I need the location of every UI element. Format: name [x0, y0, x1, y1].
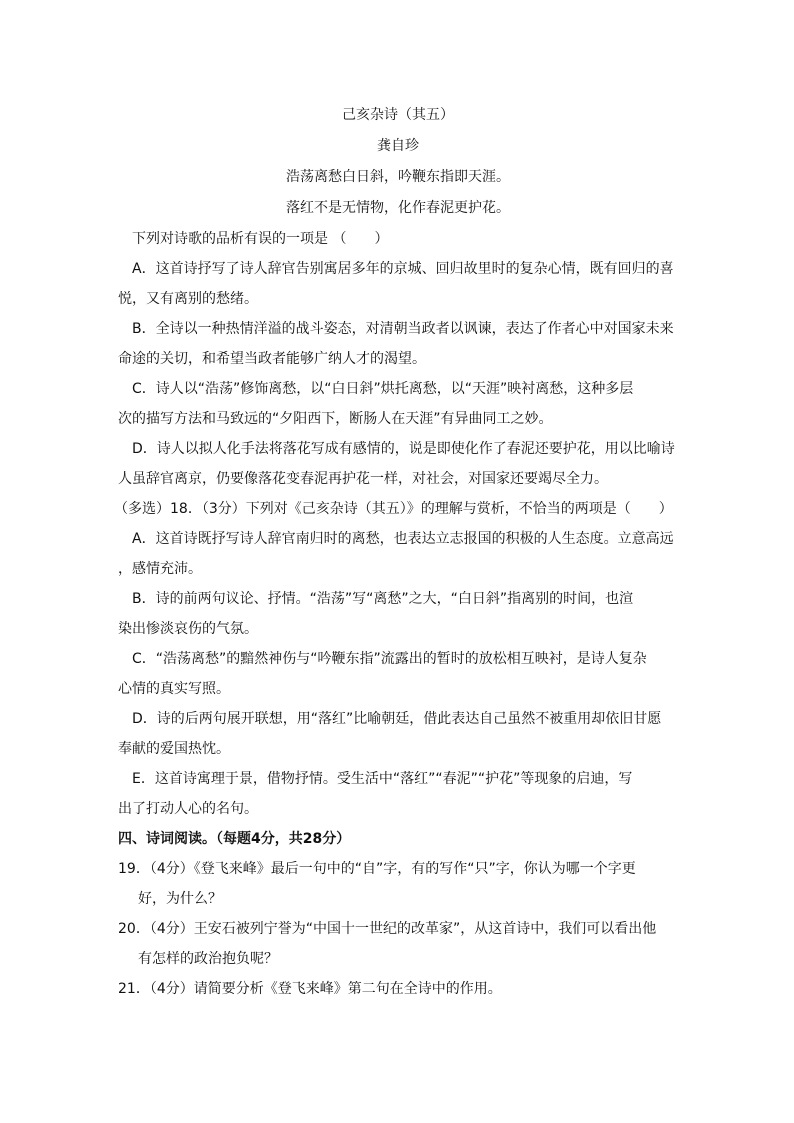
poem-title: 己亥杂诗（其五）: [342, 107, 454, 123]
q17-option-a-line-1: A．这首诗抒写了诗人辞官告别寓居多年的京城、回归故里时的复杂心情，既有回归的喜: [132, 261, 674, 277]
q20: [118, 914, 678, 974]
q21-line-1: 21．（4分）请简要分析《登飞来峰》第二句在全诗中的作用。: [118, 981, 502, 997]
poem-line-1: 浩荡离愁白日斜，吟鞭东指即天涯。: [286, 169, 510, 185]
q17-option-a: [118, 254, 678, 314]
q17-option-d-line-1: D．诗人以拟人化手法将落花写成有感情的，说是即使化作了春泥还要护花，用以比喻诗: [132, 441, 675, 457]
section-4-heading: 四、诗词阅读。（每题4分，共28分）: [118, 831, 351, 847]
q18-option-b-line-2: 染出惨淡哀伤的气氛。: [118, 621, 258, 637]
q17-option-d: [118, 434, 678, 494]
q18-option-e: [118, 764, 678, 824]
q17-option-d-line-2: 人虽辞官离京，仍要像落花变春泥再护花一样，对社会，对国家还要竭尽全力。: [118, 471, 608, 487]
q17-option-b-line-1: B．全诗以一种热情洋溢的战斗姿态，对清朝当政者以讽谏，表达了作者心中对国家未来: [132, 321, 674, 337]
q18-option-e-line-2: 出了打动人心的名句。: [118, 801, 258, 817]
q18-option-a: [118, 524, 678, 584]
q19-line-2: 好，为什么？: [138, 891, 222, 907]
q17-option-b: [118, 314, 678, 374]
q17-option-c-line-2: 次的描写方法和马致远的“夕阳西下，断肠人在天涯”有异曲同工之妙。: [118, 411, 553, 427]
q21: [118, 974, 678, 1004]
q17-option-c: [118, 374, 678, 434]
q17-stem: 下列对诗歌的品析有误的一项是 （ ）: [132, 231, 389, 247]
q18-option-e-line-1: E．这首诗寓理于景，借物抒情。受生活中“落红”“春泥”“护花”等现象的启迪，写: [132, 771, 633, 787]
q20-line-2: 有怎样的政治抱负呢？: [138, 951, 278, 967]
poem-author: 龚自珍: [377, 138, 419, 154]
q18-option-d-line-2: 奉献的爱国热忱。: [118, 741, 230, 757]
q18-option-c-line-1: C．“浩荡离愁”的黯然神伤与“吟鞭东指”流露出的暂时的放松相互映衬，是诗人复杂: [132, 651, 647, 667]
q17-option-b-line-2: 命途的关切，和希望当政者能够广纳人才的渴望。: [118, 351, 426, 367]
q18-option-d-line-1: D．诗的后两句展开联想，用“落红”比喻朝廷，借此表达自己虽然不被重用却依旧甘愿: [132, 711, 662, 727]
poem-line-2: 落红不是无情物，化作春泥更护花。: [286, 200, 510, 216]
q18-option-c: [118, 644, 678, 704]
document-page: [114, 100, 678, 1004]
q18-option-b-line-1: B．诗的前两句议论、抒情。“浩荡”写“离愁”之大，“白日斜”指离别的时间，也渲: [132, 591, 634, 607]
q19: [118, 854, 678, 914]
q18-option-a-line-2: ，感情充沛。: [118, 561, 202, 577]
q19-line-1: 19．（4分）《登飞来峰》最后一句中的“自”字，有的写作“只”字，你认为哪一个字更: [118, 861, 636, 877]
q17-option-a-line-2: 悦，又有离别的愁绪。: [118, 291, 258, 307]
q18-option-d: [118, 704, 678, 764]
q17-option-c-line-1: C．诗人以“浩荡”修饰离愁，以“白日斜”烘托离愁，以“天涯”映衬离愁，这种多层: [132, 381, 634, 397]
q18-option-a-line-1: A．这首诗既抒写诗人辞官南归时的离愁，也表达立志报国的积极的人生态度。立意高远: [132, 531, 674, 547]
q18-stem: （多选）18．（3分）下列对《己亥杂诗（其五）》的理解与赏析，不恰当的两项是（ ）: [114, 501, 673, 517]
q20-line-1: 20．（4分）王安石被列宁誉为“中国十一世纪的改革家”，从这首诗中，我们可以看出他: [118, 921, 657, 937]
q18-option-b: [118, 584, 678, 644]
q18-option-c-line-2: 心情的真实写照。: [118, 681, 230, 697]
